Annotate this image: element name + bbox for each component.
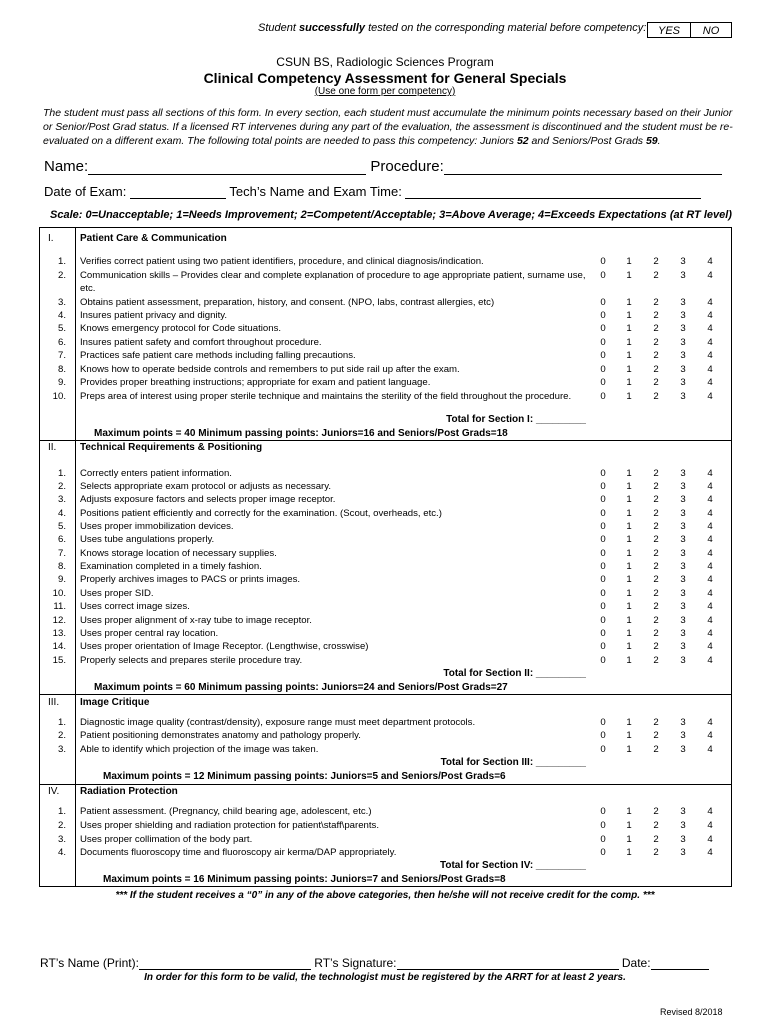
score-option-2[interactable]: 2	[653, 256, 659, 267]
score-option-2[interactable]: 2	[653, 744, 659, 755]
score-option-0[interactable]: 0	[600, 297, 606, 308]
score-option-2[interactable]: 2	[653, 601, 659, 612]
score-option-4[interactable]: 4	[707, 561, 713, 572]
competency-note-bold: successfully	[298, 22, 366, 34]
item-text: Knows emergency protocol for Code situations.	[80, 323, 282, 334]
seniors-points: 59	[645, 135, 658, 147]
item-text: Insures patient privacy and dignity.	[80, 310, 228, 321]
score-option-2[interactable]: 2	[653, 297, 659, 308]
score-option-0[interactable]: 0	[600, 730, 606, 741]
item-text: Properly selects and prepares sterile procedure tray.	[80, 655, 303, 666]
score-option-4[interactable]: 4	[707, 588, 713, 599]
intro-paragraph	[43, 106, 733, 148]
score-option-2[interactable]: 2	[653, 364, 659, 375]
score-option-0[interactable]: 0	[600, 521, 606, 532]
score-option-3[interactable]: 3	[680, 494, 686, 505]
score-option-2[interactable]: 2	[653, 806, 659, 817]
score-option-1[interactable]: 1	[626, 310, 632, 321]
score-option-4[interactable]: 4	[707, 744, 713, 755]
score-option-3[interactable]: 3	[680, 806, 686, 817]
score-option-2[interactable]: 2	[653, 574, 659, 585]
item-number: 5.	[57, 323, 66, 334]
item-text: Uses proper central ray location.	[80, 628, 219, 639]
score-option-0[interactable]: 0	[600, 641, 606, 652]
item-text: Properly archives images to PACS or prints images.	[80, 574, 301, 585]
score-option-0[interactable]: 0	[600, 350, 606, 361]
section-divider	[39, 440, 732, 441]
item-number: 2.	[57, 820, 66, 831]
signature-row	[40, 955, 730, 970]
score-option-0[interactable]: 0	[600, 364, 606, 375]
section-total[interactable]: Total for Section II: _________	[443, 668, 586, 679]
score-option-2[interactable]: 2	[653, 820, 659, 831]
item-number: 1.	[57, 717, 66, 728]
item-text: Positions patient efficiently and correctly for the examination. (Scout, overheads, etc.)	[80, 508, 442, 519]
item-number: 3.	[57, 494, 66, 505]
score-option-1[interactable]: 1	[626, 350, 632, 361]
score-option-3[interactable]: 3	[680, 310, 686, 321]
item-text: Uses proper collimation of the body part.	[80, 834, 253, 845]
item-number: 6.	[57, 534, 66, 545]
score-option-2[interactable]: 2	[653, 534, 659, 545]
score-option-0[interactable]: 0	[600, 481, 606, 492]
item-number: 11.	[53, 601, 66, 612]
score-option-3[interactable]: 3	[680, 574, 686, 585]
procedure-label: Procedure:	[370, 158, 444, 175]
score-option-0[interactable]: 0	[600, 494, 606, 505]
score-option-3[interactable]: 3	[680, 655, 686, 666]
score-option-0[interactable]: 0	[600, 508, 606, 519]
score-option-1[interactable]: 1	[626, 847, 632, 858]
item-text: Uses proper SID.	[80, 588, 154, 599]
score-option-4[interactable]: 4	[707, 655, 713, 666]
item-text: Uses proper immobilization devices.	[80, 521, 234, 532]
item-text: Verifies correct patient using two patient identifiers, procedure, and clinical diagnosis/indication.	[80, 256, 484, 267]
score-option-2[interactable]: 2	[653, 270, 659, 281]
item-number: 7.	[57, 548, 66, 559]
score-option-4[interactable]: 4	[707, 350, 713, 361]
score-option-4[interactable]: 4	[707, 337, 713, 348]
score-option-3[interactable]: 3	[680, 256, 686, 267]
score-option-0[interactable]: 0	[600, 337, 606, 348]
section-numeral: IV.	[48, 786, 60, 797]
exam-row	[44, 184, 730, 199]
item-number: 4.	[57, 508, 66, 519]
score-option-0[interactable]: 0	[600, 601, 606, 612]
score-option-1[interactable]: 1	[626, 601, 632, 612]
score-option-1[interactable]: 1	[626, 561, 632, 572]
score-option-4[interactable]: 4	[707, 601, 713, 612]
section-title: Patient Care & Communication	[80, 233, 227, 244]
item-text: Practices safe patient care methods including falling precautions.	[80, 350, 356, 361]
score-option-3[interactable]: 3	[680, 820, 686, 831]
item-number: 10.	[52, 588, 66, 599]
item-text: Insures patient safety and comfort throughout procedure.	[80, 337, 322, 348]
score-option-4[interactable]: 4	[707, 574, 713, 585]
score-option-2[interactable]: 2	[653, 481, 659, 492]
score-option-4[interactable]: 4	[707, 730, 713, 741]
item-number: 4.	[57, 310, 66, 321]
item-number: 9.	[57, 574, 66, 585]
item-text: Patient positioning demonstrates anatomy and pathology properly.	[80, 730, 361, 741]
tech-name-label: Tech’s Name and Exam Time:	[229, 184, 402, 199]
score-option-4[interactable]: 4	[707, 468, 713, 479]
score-option-0[interactable]: 0	[600, 806, 606, 817]
score-option-2[interactable]: 2	[653, 628, 659, 639]
score-option-1[interactable]: 1	[626, 548, 632, 559]
score-option-3[interactable]: 3	[680, 521, 686, 532]
score-option-4[interactable]: 4	[707, 548, 713, 559]
section-total[interactable]: Total for Section IV: _________	[440, 860, 586, 871]
score-option-2[interactable]: 2	[653, 494, 659, 505]
score-option-4[interactable]: 4	[707, 641, 713, 652]
score-option-0[interactable]: 0	[600, 717, 606, 728]
score-option-1[interactable]: 1	[626, 628, 632, 639]
item-text: Uses correct image sizes.	[80, 601, 190, 612]
rt-signature-label: RT’s Signature:	[314, 956, 397, 970]
score-option-4[interactable]: 4	[707, 521, 713, 532]
score-option-1[interactable]: 1	[626, 256, 632, 267]
score-option-2[interactable]: 2	[653, 468, 659, 479]
date-of-exam-field[interactable]	[130, 184, 226, 199]
item-number: 5.	[57, 521, 66, 532]
intro-text-mid: and Seniors/Post Grads	[528, 135, 646, 147]
score-option-2[interactable]: 2	[653, 350, 659, 361]
score-option-3[interactable]: 3	[680, 337, 686, 348]
score-option-4[interactable]: 4	[707, 323, 713, 334]
item-number: 1.	[57, 468, 66, 479]
rt-name-label: RT’s Name (Print):	[40, 956, 139, 970]
score-option-2[interactable]: 2	[653, 717, 659, 728]
item-text: Uses proper shielding and radiation protection for patient\staff\parents.	[80, 820, 380, 831]
score-option-1[interactable]: 1	[626, 730, 632, 741]
score-option-2[interactable]: 2	[653, 508, 659, 519]
item-number: 7.	[57, 350, 66, 361]
score-option-2[interactable]: 2	[653, 834, 659, 845]
score-option-4[interactable]: 4	[707, 297, 713, 308]
score-option-2[interactable]: 2	[653, 337, 659, 348]
section-total[interactable]: Total for Section I: _________	[446, 414, 586, 425]
table-column-divider	[75, 227, 76, 887]
score-option-1[interactable]: 1	[626, 806, 632, 817]
item-number: 2.	[57, 730, 66, 741]
score-option-4[interactable]: 4	[707, 834, 713, 845]
item-number: 3.	[57, 834, 66, 845]
item-text: Communication skills – Provides clear and complete explanation of procedure to age appropriate patient, surname use, etc.	[80, 270, 586, 295]
name-procedure-row	[44, 158, 730, 175]
item-number: 9.	[57, 377, 66, 388]
item-number: 6.	[57, 337, 66, 348]
section-divider	[39, 784, 732, 785]
score-option-4[interactable]: 4	[707, 256, 713, 267]
item-number: 3.	[57, 297, 66, 308]
item-text: Uses tube angulations properly.	[80, 534, 215, 545]
no-checkbox[interactable]: NO	[690, 22, 732, 38]
item-text: Diagnostic image quality (contrast/density), exposure range must meet department protocols.	[80, 717, 476, 728]
score-option-4[interactable]: 4	[707, 508, 713, 519]
score-option-3[interactable]: 3	[680, 481, 686, 492]
score-option-3[interactable]: 3	[680, 561, 686, 572]
score-option-4[interactable]: 4	[707, 481, 713, 492]
item-number: 1.	[57, 806, 66, 817]
item-text: Patient assessment. (Pregnancy, child bearing age, adolescent, etc.)	[80, 806, 372, 817]
score-option-3[interactable]: 3	[680, 350, 686, 361]
form-title: Clinical Competency Assessment for General Specials	[203, 70, 567, 86]
score-option-1[interactable]: 1	[626, 744, 632, 755]
intro-text: The student must pass all sections of this form. In every section, each student must accumulate the minimum points necessary based on their Junior or Senior/Post Grad status. If a licensed RT intervenes during any part of the evaluation, the assessment is discontinued and the student must be re-evaluated on a different exam. The following total points are needed to pass this competency: Juniors	[43, 107, 733, 147]
item-text: Knows storage location of necessary supplies.	[80, 548, 277, 559]
section-total[interactable]: Total for Section III: _________	[440, 757, 586, 768]
item-text: Uses proper alignment of x-ray tube to image receptor.	[80, 615, 312, 626]
score-option-4[interactable]: 4	[707, 847, 713, 858]
score-option-4[interactable]: 4	[707, 820, 713, 831]
score-option-0[interactable]: 0	[600, 744, 606, 755]
score-option-3[interactable]: 3	[680, 744, 686, 755]
score-option-0[interactable]: 0	[600, 847, 606, 858]
section-title: Technical Requirements & Positioning	[80, 442, 263, 453]
score-option-1[interactable]: 1	[626, 323, 632, 334]
item-number: 15.	[52, 655, 66, 666]
score-option-1[interactable]: 1	[626, 337, 632, 348]
program-name: CSUN BS, Radiologic Sciences Program	[276, 55, 494, 69]
arrt-note: In order for this form to be valid, the technologist must be registered by the ARRT for at least 2 years.	[144, 972, 626, 983]
section-max-points: Maximum points = 40 Minimum passing points: Juniors=16 and Seniors/Post Grads=18	[94, 428, 508, 439]
score-option-0[interactable]: 0	[600, 574, 606, 585]
score-option-3[interactable]: 3	[680, 391, 686, 402]
score-option-3[interactable]: 3	[680, 468, 686, 479]
score-option-4[interactable]: 4	[707, 310, 713, 321]
section-max-points: Maximum points = 12 Minimum passing points: Juniors=5 and Seniors/Post Grads=6	[103, 771, 506, 782]
item-number: 8.	[57, 561, 66, 572]
item-text: Adjusts exposure factors and selects proper image receptor.	[80, 494, 336, 505]
score-option-1[interactable]: 1	[626, 468, 632, 479]
score-option-2[interactable]: 2	[653, 391, 659, 402]
zero-score-warning: *** If the student receives a “0” in any of the above categories, then he/she will not receive credit for the comp. ***	[115, 890, 655, 901]
score-option-0[interactable]: 0	[600, 834, 606, 845]
revision-date: Revised 8/2018	[660, 1007, 723, 1017]
date-field[interactable]	[651, 955, 709, 970]
item-text: Uses proper orientation of Image Receptor. (Lengthwise, crosswise)	[80, 641, 369, 652]
score-option-0[interactable]: 0	[600, 561, 606, 572]
item-text: Knows how to operate bedside controls and remembers to put side rail up after the exam.	[80, 364, 460, 375]
score-option-4[interactable]: 4	[707, 391, 713, 402]
score-option-1[interactable]: 1	[626, 641, 632, 652]
score-option-3[interactable]: 3	[680, 297, 686, 308]
date-of-exam-label: Date of Exam:	[44, 184, 127, 199]
form-subtitle: (Use one form per competency)	[314, 86, 456, 97]
item-text: Provides proper breathing instructions; appropriate for exam and patient language.	[80, 377, 431, 388]
score-option-0[interactable]: 0	[600, 628, 606, 639]
item-text: Able to identify which projection of the image was taken.	[80, 744, 319, 755]
score-option-0[interactable]: 0	[600, 534, 606, 545]
score-option-3[interactable]: 3	[680, 717, 686, 728]
score-option-1[interactable]: 1	[626, 615, 632, 626]
score-option-2[interactable]: 2	[653, 521, 659, 532]
score-option-3[interactable]: 3	[680, 270, 686, 281]
score-option-3[interactable]: 3	[680, 548, 686, 559]
score-option-3[interactable]: 3	[680, 377, 686, 388]
intro-text-end: .	[657, 135, 661, 147]
procedure-field[interactable]	[444, 160, 722, 175]
rt-name-field[interactable]	[139, 955, 311, 970]
score-option-4[interactable]: 4	[707, 364, 713, 375]
score-option-4[interactable]: 4	[707, 377, 713, 388]
score-option-3[interactable]: 3	[680, 847, 686, 858]
date-label: Date:	[621, 956, 651, 970]
item-text: Correctly enters patient information.	[80, 468, 232, 479]
name-label: Name:	[44, 158, 89, 175]
score-option-1[interactable]: 1	[626, 834, 632, 845]
item-number: 2.	[57, 481, 66, 492]
competency-note-post: tested on the corresponding material before competency:	[365, 22, 647, 34]
score-option-0[interactable]: 0	[600, 270, 606, 281]
score-option-0[interactable]: 0	[600, 323, 606, 334]
score-option-1[interactable]: 1	[626, 508, 632, 519]
score-option-1[interactable]: 1	[626, 270, 632, 281]
score-option-3[interactable]: 3	[680, 323, 686, 334]
section-title: Radiation Protection	[80, 786, 178, 797]
score-option-1[interactable]: 1	[626, 521, 632, 532]
score-option-0[interactable]: 0	[600, 588, 606, 599]
section-numeral: II.	[48, 442, 57, 453]
score-option-3[interactable]: 3	[680, 641, 686, 652]
competency-note-pre: Student	[258, 22, 299, 34]
section-divider	[39, 694, 732, 695]
score-option-1[interactable]: 1	[626, 574, 632, 585]
item-number: 10.	[52, 391, 66, 402]
score-option-0[interactable]: 0	[600, 615, 606, 626]
score-option-2[interactable]: 2	[653, 377, 659, 388]
section-title: Image Critique	[80, 697, 150, 708]
item-text: Examination completed in a timely fashion.	[80, 561, 262, 572]
score-option-4[interactable]: 4	[707, 615, 713, 626]
score-option-0[interactable]: 0	[600, 377, 606, 388]
score-option-2[interactable]: 2	[653, 615, 659, 626]
score-option-0[interactable]: 0	[600, 468, 606, 479]
item-text: Obtains patient assessment, preparation, history, and consent. (NPO, labs, contrast allergies, etc)	[80, 297, 495, 308]
score-option-4[interactable]: 4	[707, 270, 713, 281]
item-number: 12.	[52, 615, 66, 626]
score-option-4[interactable]: 4	[707, 806, 713, 817]
score-option-2[interactable]: 2	[653, 641, 659, 652]
score-option-1[interactable]: 1	[626, 655, 632, 666]
score-option-2[interactable]: 2	[653, 548, 659, 559]
score-option-4[interactable]: 4	[707, 628, 713, 639]
score-option-3[interactable]: 3	[680, 534, 686, 545]
item-number: 8.	[57, 364, 66, 375]
score-option-3[interactable]: 3	[680, 508, 686, 519]
score-option-1[interactable]: 1	[626, 717, 632, 728]
score-option-2[interactable]: 2	[653, 730, 659, 741]
name-field[interactable]	[88, 160, 366, 175]
score-option-0[interactable]: 0	[600, 655, 606, 666]
score-option-3[interactable]: 3	[680, 364, 686, 375]
score-option-0[interactable]: 0	[600, 256, 606, 267]
section-numeral: III.	[48, 697, 60, 708]
item-number: 4.	[57, 847, 66, 858]
score-option-1[interactable]: 1	[626, 377, 632, 388]
item-number: 13.	[52, 628, 66, 639]
score-option-2[interactable]: 2	[653, 588, 659, 599]
score-option-1[interactable]: 1	[626, 534, 632, 545]
score-option-2[interactable]: 2	[653, 847, 659, 858]
score-option-3[interactable]: 3	[680, 628, 686, 639]
score-option-2[interactable]: 2	[653, 323, 659, 334]
score-option-0[interactable]: 0	[600, 820, 606, 831]
item-number: 1.	[57, 256, 66, 267]
score-option-2[interactable]: 2	[653, 655, 659, 666]
item-text: Selects appropriate exam protocol or adjusts as necessary.	[80, 481, 331, 492]
score-option-2[interactable]: 2	[653, 561, 659, 572]
score-option-4[interactable]: 4	[707, 717, 713, 728]
item-number: 2.	[57, 270, 66, 281]
score-option-0[interactable]: 0	[600, 548, 606, 559]
score-option-3[interactable]: 3	[680, 601, 686, 612]
score-option-1[interactable]: 1	[626, 364, 632, 375]
score-option-1[interactable]: 1	[626, 391, 632, 402]
score-option-1[interactable]: 1	[626, 820, 632, 831]
rt-signature-field[interactable]	[397, 955, 619, 970]
score-option-0[interactable]: 0	[600, 391, 606, 402]
score-option-3[interactable]: 3	[680, 588, 686, 599]
juniors-points: 52	[516, 135, 529, 147]
score-option-4[interactable]: 4	[707, 494, 713, 505]
tech-name-field[interactable]	[405, 184, 701, 199]
item-number: 3.	[57, 744, 66, 755]
yes-checkbox[interactable]: YES	[647, 22, 691, 38]
score-option-1[interactable]: 1	[626, 481, 632, 492]
score-option-3[interactable]: 3	[680, 730, 686, 741]
scale-legend: Scale: 0=Unacceptable; 1=Needs Improvement; 2=Competent/Acceptable; 3=Above Average; 4=Exceeds Expectations (at RT level)	[50, 209, 732, 221]
item-number: 14.	[52, 641, 66, 652]
score-option-4[interactable]: 4	[707, 534, 713, 545]
section-numeral: I.	[48, 233, 54, 244]
score-option-1[interactable]: 1	[626, 494, 632, 505]
item-text: Preps area of interest using proper sterile technique and maintains the sterility of the field throughout the procedure.	[80, 391, 572, 402]
score-option-0[interactable]: 0	[600, 310, 606, 321]
section-max-points: Maximum points = 16 Minimum passing points: Juniors=7 and Seniors/Post Grads=8	[103, 874, 506, 885]
competency-note	[258, 22, 646, 34]
score-option-2[interactable]: 2	[653, 310, 659, 321]
score-option-1[interactable]: 1	[626, 588, 632, 599]
score-option-1[interactable]: 1	[626, 297, 632, 308]
section-max-points: Maximum points = 60 Minimum passing points: Juniors=24 and Seniors/Post Grads=27	[94, 682, 508, 693]
score-option-3[interactable]: 3	[680, 615, 686, 626]
score-option-3[interactable]: 3	[680, 834, 686, 845]
item-text: Documents fluoroscopy time and fluoroscopy air kerma/DAP appropriately.	[80, 847, 397, 858]
